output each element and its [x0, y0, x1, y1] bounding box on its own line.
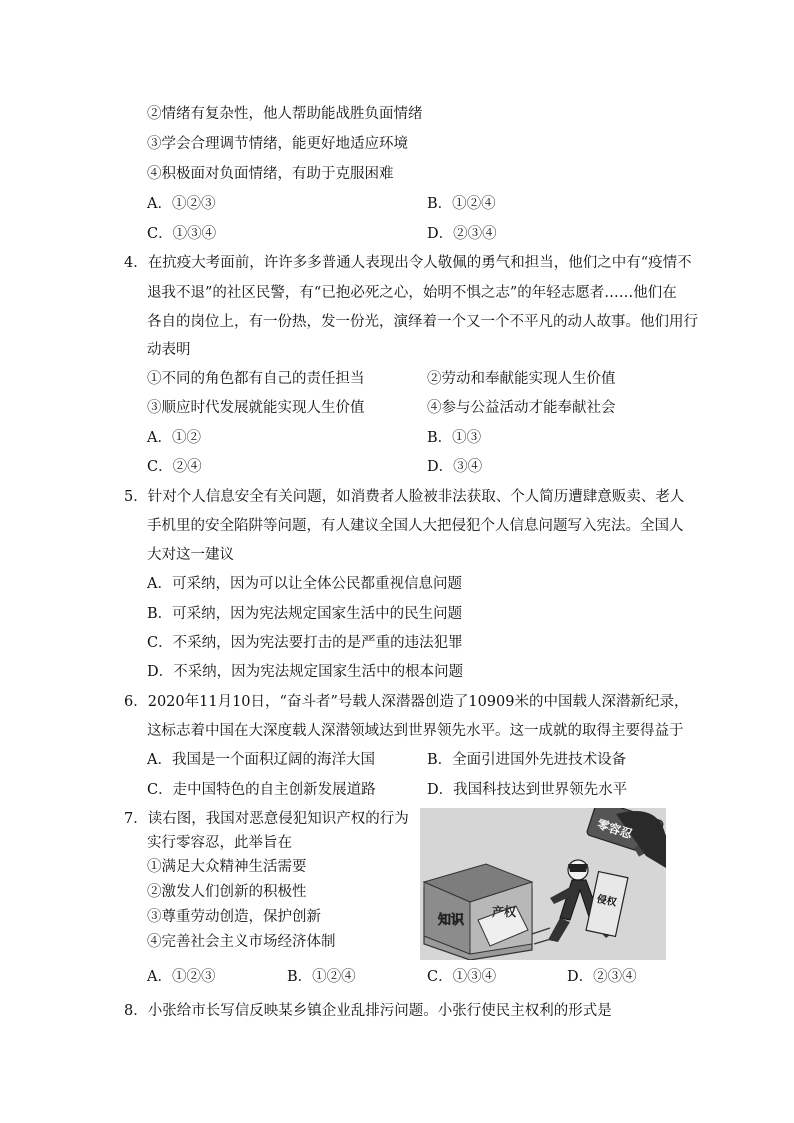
q3-option-d[interactable]: D．②③④ — [427, 226, 497, 242]
q7-option-d[interactable]: D．②③④ — [567, 969, 637, 985]
q5-option-c[interactable]: C．不采纳，因为宪法要打击的是严重的违法犯罪 — [147, 635, 463, 651]
q6-option-c[interactable]: C．走中国特色的自主创新发展道路 — [147, 782, 376, 798]
q6-stem-line-2: 这标志着中国在大深度载人深潜领域达到世界领先水平。这一成就的取得主要得益于 — [147, 723, 684, 739]
q5-option-a[interactable]: A．可采纳，因为可以让全体公民都重视信息问题 — [147, 576, 462, 592]
q4-stem-line-1: 4．在抗疫大考面前，许许多多普通人表现出令人敬佩的勇气和担当，他们之中有“疫情不 — [124, 255, 692, 271]
ip-protection-cartoon — [420, 808, 666, 960]
q4-statement-1: ①不同的角色都有自己的责任担当 — [147, 371, 365, 387]
figure-book-left-label: 知识 — [438, 913, 465, 928]
q7-option-b[interactable]: B．①②④ — [287, 969, 356, 985]
q4-option-b[interactable]: B．①③ — [427, 430, 482, 446]
q4-statement-3: ③顺应时代发展就能实现人生价值 — [147, 400, 365, 416]
q3-statement-4: ④积极面对负面情绪，有助于克服困难 — [147, 166, 394, 182]
q5-option-b[interactable]: B．可采纳，因为宪法规定国家生活中的民生问题 — [147, 606, 463, 622]
q4-option-c[interactable]: C．②④ — [147, 459, 202, 475]
q4-stem-line-2: 退我不退”的社区民警，有“已抱必死之心，始明不惧之志”的年轻志愿者……他们在 — [147, 285, 677, 301]
q3-option-c[interactable]: C．①③④ — [147, 226, 217, 242]
q7-statement-2: ②激发人们创新的积极性 — [147, 884, 307, 900]
q6-stem-line-1: 6．2020年11月10日，“奋斗者”号载人深潜器创造了10909米的中国载人深潜新纪录， — [124, 694, 689, 710]
q6-option-b[interactable]: B．全面引进国外先进技术设备 — [427, 752, 627, 768]
q5-stem-line-3: 大对这一建议 — [147, 547, 234, 563]
figure-sign-text: 侵权 — [595, 893, 618, 909]
q6-option-d[interactable]: D．我国科技达到世界领先水平 — [427, 782, 628, 798]
figure-hammer-label: 零容忍 — [595, 816, 634, 842]
q4-option-a[interactable]: A．①② — [147, 430, 201, 446]
q6-option-a[interactable]: A．我国是一个面积辽阔的海洋大国 — [147, 752, 375, 768]
figure-book-right-label: 产权 — [492, 905, 517, 919]
q7-stem-line-2: 实行零容忍，此举旨在 — [147, 835, 292, 851]
q3-statement-3: ③学会合理调节情绪，能更好地适应环境 — [147, 136, 408, 152]
q7-statement-4: ④完善社会主义市场经济体制 — [147, 934, 336, 950]
q7-statement-3: ③尊重劳动创造，保护创新 — [147, 909, 321, 925]
q3-option-a[interactable]: A．①②③ — [147, 196, 216, 212]
q7-stem-line-1: 7．读右图，我国对恶意侵犯知识产权的行为 — [124, 811, 409, 827]
q3-statement-2: ②情绪有复杂性，他人帮助能战胜负面情绪 — [147, 106, 423, 122]
q4-statement-2: ②劳动和奉献能实现人生价值 — [427, 371, 616, 387]
q5-stem-line-1: 5．针对个人信息安全有关问题，如消费者人脸被非法获取、个人简历遭肆意贩卖、老人 — [124, 489, 685, 505]
q5-option-d[interactable]: D．不采纳，因为宪法规定国家生活中的根本问题 — [147, 664, 464, 680]
q7-option-a[interactable]: A．①②③ — [147, 969, 216, 985]
q8-stem-line-1: 8．小张给市长写信反映某乡镇企业乱排污问题。小张行使民主权利的形式是 — [124, 1003, 612, 1019]
q7-statement-1: ①满足大众精神生活需要 — [147, 859, 307, 875]
q5-stem-line-2: 手机里的安全陷阱等问题，有人建议全国人大把侵犯个人信息问题写入宪法。全国人 — [147, 518, 684, 534]
q3-option-b[interactable]: B．①②④ — [427, 196, 496, 212]
q4-stem-line-3: 各自的岗位上，有一份热，发一份光，演绎着一个又一个不平凡的动人故事。他们用行 — [147, 314, 698, 330]
q7-option-c[interactable]: C．①③④ — [427, 969, 497, 985]
q4-option-d[interactable]: D．③④ — [427, 459, 483, 475]
q4-stem-line-4: 动表明 — [147, 342, 191, 358]
q4-statement-4: ④参与公益活动才能奉献社会 — [427, 400, 616, 416]
